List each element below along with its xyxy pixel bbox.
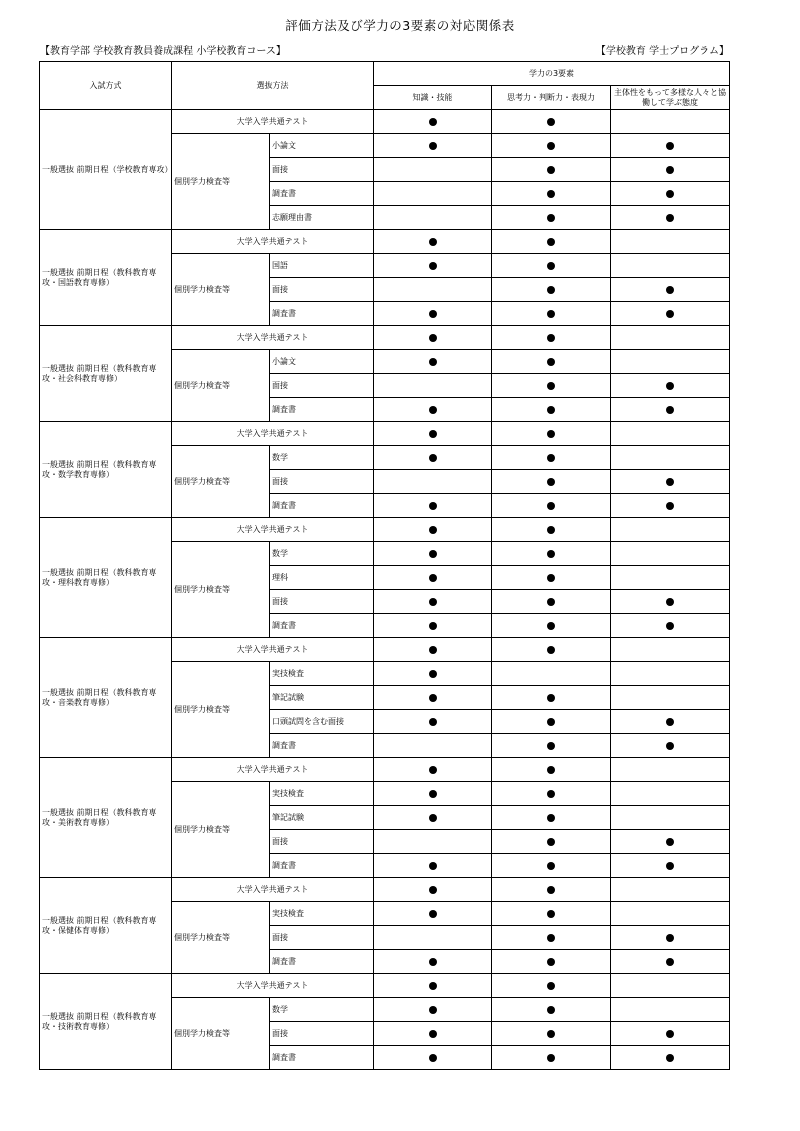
filled-circle-mark xyxy=(547,310,555,318)
filled-circle-mark xyxy=(666,1030,674,1038)
filled-circle-mark xyxy=(547,358,555,366)
exam-item-label: 数学 xyxy=(270,542,374,566)
filled-circle-mark xyxy=(429,454,437,462)
filled-circle-mark xyxy=(547,238,555,246)
filled-circle-mark xyxy=(429,598,437,606)
evaluation-cell xyxy=(374,998,492,1022)
filled-circle-mark xyxy=(429,430,437,438)
filled-circle-mark xyxy=(547,334,555,342)
filled-circle-mark xyxy=(666,214,674,222)
evaluation-cell xyxy=(374,206,492,230)
filled-circle-mark xyxy=(666,190,674,198)
evaluation-cell xyxy=(611,134,730,158)
filled-circle-mark xyxy=(666,934,674,942)
filled-circle-mark xyxy=(547,502,555,510)
filled-circle-mark xyxy=(547,118,555,126)
filled-circle-mark xyxy=(547,886,555,894)
evaluation-cell xyxy=(611,710,730,734)
evaluation-cell xyxy=(611,878,730,902)
evaluation-cell xyxy=(374,854,492,878)
exam-item-label: 実技検査 xyxy=(270,662,374,686)
filled-circle-mark xyxy=(666,742,674,750)
table-row xyxy=(40,518,730,542)
filled-circle-mark xyxy=(666,1054,674,1062)
evaluation-cell xyxy=(611,662,730,686)
evaluation-cell xyxy=(492,446,611,470)
filled-circle-mark xyxy=(666,142,674,150)
individual-exam-group-label: 個別学力検査等 xyxy=(172,542,270,638)
evaluation-cell xyxy=(492,158,611,182)
filled-circle-mark xyxy=(547,214,555,222)
exam-item-label: 小論文 xyxy=(270,134,374,158)
evaluation-cell xyxy=(374,566,492,590)
evaluation-cell xyxy=(611,854,730,878)
exam-item-label: 面接 xyxy=(270,1022,374,1046)
filled-circle-mark xyxy=(547,526,555,534)
filled-circle-mark xyxy=(429,814,437,822)
common-test-label: 大学入学共通テスト xyxy=(172,422,374,446)
evaluation-cell xyxy=(611,206,730,230)
individual-exam-group-label: 個別学力検査等 xyxy=(172,782,270,878)
admission-method-cell: 一般選抜 前期日程（教科教育専攻・音楽教育専修） xyxy=(40,638,172,758)
evaluation-cell xyxy=(492,662,611,686)
filled-circle-mark xyxy=(429,694,437,702)
admission-method-cell: 一般選抜 前期日程（教科教育専攻・美術教育専修） xyxy=(40,758,172,878)
evaluation-cell xyxy=(611,566,730,590)
exam-item-label: 調査書 xyxy=(270,302,374,326)
filled-circle-mark xyxy=(666,478,674,486)
evaluation-cell xyxy=(611,734,730,758)
filled-circle-mark xyxy=(429,766,437,774)
evaluation-cell xyxy=(611,446,730,470)
filled-circle-mark xyxy=(547,286,555,294)
evaluation-cell xyxy=(492,830,611,854)
filled-circle-mark xyxy=(429,334,437,342)
evaluation-cell xyxy=(374,254,492,278)
individual-exam-group-label: 個別学力検査等 xyxy=(172,350,270,422)
evaluation-cell xyxy=(611,1046,730,1070)
evaluation-cell xyxy=(611,470,730,494)
exam-item-label: 調査書 xyxy=(270,398,374,422)
filled-circle-mark xyxy=(547,838,555,846)
matrix-body xyxy=(40,110,730,1070)
table-row xyxy=(40,974,730,998)
admission-method-cell: 一般選抜 前期日程（教科教育専攻・国語教育専修） xyxy=(40,230,172,326)
exam-item-label: 実技検査 xyxy=(270,902,374,926)
filled-circle-mark xyxy=(547,718,555,726)
table-row xyxy=(40,758,730,782)
filled-circle-mark xyxy=(547,742,555,750)
evaluation-cell xyxy=(492,878,611,902)
common-test-label: 大学入学共通テスト xyxy=(172,518,374,542)
evaluation-cell xyxy=(374,878,492,902)
filled-circle-mark xyxy=(547,1054,555,1062)
exam-item-label: 調査書 xyxy=(270,494,374,518)
evaluation-cell xyxy=(492,734,611,758)
evaluation-cell xyxy=(374,902,492,926)
evaluation-cell xyxy=(611,350,730,374)
common-test-label: 大学入学共通テスト xyxy=(172,638,374,662)
evaluation-cell xyxy=(374,710,492,734)
filled-circle-mark xyxy=(666,862,674,870)
evaluation-cell xyxy=(492,326,611,350)
evaluation-cell xyxy=(492,686,611,710)
table-row xyxy=(40,230,730,254)
filled-circle-mark xyxy=(666,622,674,630)
filled-circle-mark xyxy=(547,862,555,870)
individual-exam-group-label: 個別学力検査等 xyxy=(172,998,270,1070)
table-row xyxy=(40,422,730,446)
evaluation-cell xyxy=(611,902,730,926)
admission-method-cell: 一般選抜 前期日程（教科教育専攻・理科教育専修） xyxy=(40,518,172,638)
evaluation-cell xyxy=(611,998,730,1022)
filled-circle-mark xyxy=(547,406,555,414)
filled-circle-mark xyxy=(666,382,674,390)
filled-circle-mark xyxy=(547,790,555,798)
evaluation-cell xyxy=(374,1046,492,1070)
filled-circle-mark xyxy=(429,142,437,150)
table-row xyxy=(40,878,730,902)
exam-item-label: 国語 xyxy=(270,254,374,278)
individual-exam-group-label: 個別学力検査等 xyxy=(172,254,270,326)
filled-circle-mark xyxy=(547,622,555,630)
program-label: 【学校教育 学士プログラム】 xyxy=(595,46,729,57)
exam-item-label: 志願理由書 xyxy=(270,206,374,230)
evaluation-cell xyxy=(492,566,611,590)
filled-circle-mark xyxy=(547,262,555,270)
filled-circle-mark xyxy=(429,1054,437,1062)
evaluation-cell xyxy=(492,710,611,734)
evaluation-cell xyxy=(492,998,611,1022)
evaluation-cell xyxy=(374,422,492,446)
filled-circle-mark xyxy=(429,1006,437,1014)
evaluation-cell xyxy=(611,1022,730,1046)
common-test-label: 大学入学共通テスト xyxy=(172,758,374,782)
page-title: 評価方法及び学力の3要素の対応関係表 xyxy=(285,18,515,33)
filled-circle-mark xyxy=(429,238,437,246)
filled-circle-mark xyxy=(547,1030,555,1038)
exam-item-label: 調査書 xyxy=(270,734,374,758)
filled-circle-mark xyxy=(429,502,437,510)
individual-exam-group-label: 個別学力検査等 xyxy=(172,446,270,518)
filled-circle-mark xyxy=(429,982,437,990)
exam-item-label: 筆記試験 xyxy=(270,686,374,710)
exam-item-label: 筆記試験 xyxy=(270,806,374,830)
evaluation-cell xyxy=(374,158,492,182)
filled-circle-mark xyxy=(666,838,674,846)
evaluation-cell xyxy=(492,1046,611,1070)
filled-circle-mark xyxy=(547,550,555,558)
filled-circle-mark xyxy=(429,862,437,870)
filled-circle-mark xyxy=(547,190,555,198)
header-thinking-judgment-expression: 思考力・判断力・表現力 xyxy=(492,86,611,110)
evaluation-cell xyxy=(374,350,492,374)
filled-circle-mark xyxy=(547,166,555,174)
filled-circle-mark xyxy=(666,502,674,510)
filled-circle-mark xyxy=(547,430,555,438)
evaluation-cell xyxy=(611,638,730,662)
evaluation-cell xyxy=(492,206,611,230)
common-test-label: 大学入学共通テスト xyxy=(172,230,374,254)
evaluation-cell xyxy=(492,902,611,926)
evaluation-cell xyxy=(374,974,492,998)
evaluation-cell xyxy=(611,518,730,542)
filled-circle-mark xyxy=(547,646,555,654)
filled-circle-mark xyxy=(547,814,555,822)
individual-exam-group-label: 個別学力検査等 xyxy=(172,662,270,758)
evaluation-cell xyxy=(374,278,492,302)
evaluation-cell xyxy=(374,806,492,830)
admission-method-cell: 一般選抜 前期日程（教科教育専攻・社会科教育専修） xyxy=(40,326,172,422)
evaluation-cell xyxy=(374,446,492,470)
filled-circle-mark xyxy=(547,142,555,150)
filled-circle-mark xyxy=(666,310,674,318)
evaluation-cell xyxy=(492,614,611,638)
header-admission-method: 入試方式 xyxy=(40,62,172,110)
evaluation-cell xyxy=(492,494,611,518)
evaluation-cell xyxy=(492,1022,611,1046)
evaluation-cell xyxy=(492,590,611,614)
filled-circle-mark xyxy=(429,262,437,270)
exam-item-label: 調査書 xyxy=(270,182,374,206)
evaluation-cell xyxy=(374,326,492,350)
evaluation-cell xyxy=(492,806,611,830)
filled-circle-mark xyxy=(547,766,555,774)
exam-item-label: 調査書 xyxy=(270,614,374,638)
evaluation-cell xyxy=(492,278,611,302)
evaluation-cell xyxy=(374,374,492,398)
evaluation-cell xyxy=(611,326,730,350)
evaluation-cell xyxy=(492,950,611,974)
evaluation-cell xyxy=(492,638,611,662)
table-row xyxy=(40,326,730,350)
filled-circle-mark xyxy=(429,574,437,582)
filled-circle-mark xyxy=(666,406,674,414)
filled-circle-mark xyxy=(547,382,555,390)
filled-circle-mark xyxy=(547,910,555,918)
evaluation-cell xyxy=(492,974,611,998)
common-test-label: 大学入学共通テスト xyxy=(172,974,374,998)
evaluation-cell xyxy=(374,758,492,782)
evaluation-cell xyxy=(374,230,492,254)
filled-circle-mark xyxy=(429,622,437,630)
filled-circle-mark xyxy=(666,598,674,606)
evaluation-cell xyxy=(611,494,730,518)
evaluation-cell xyxy=(374,134,492,158)
filled-circle-mark xyxy=(429,1030,437,1038)
evaluation-matrix-table xyxy=(39,61,730,1070)
evaluation-cell xyxy=(374,518,492,542)
evaluation-cell xyxy=(374,686,492,710)
evaluation-cell xyxy=(374,926,492,950)
evaluation-cell xyxy=(492,758,611,782)
exam-item-label: 数学 xyxy=(270,998,374,1022)
filled-circle-mark xyxy=(547,454,555,462)
evaluation-cell xyxy=(492,134,611,158)
exam-item-label: 実技検査 xyxy=(270,782,374,806)
filled-circle-mark xyxy=(429,958,437,966)
evaluation-cell xyxy=(611,182,730,206)
evaluation-cell xyxy=(611,926,730,950)
filled-circle-mark xyxy=(429,670,437,678)
evaluation-cell xyxy=(492,926,611,950)
evaluation-cell xyxy=(374,542,492,566)
common-test-label: 大学入学共通テスト xyxy=(172,878,374,902)
filled-circle-mark xyxy=(547,694,555,702)
filled-circle-mark xyxy=(429,550,437,558)
evaluation-cell xyxy=(611,830,730,854)
evaluation-cell xyxy=(492,542,611,566)
evaluation-cell xyxy=(374,110,492,134)
filled-circle-mark xyxy=(547,1006,555,1014)
exam-item-label: 小論文 xyxy=(270,350,374,374)
individual-exam-group-label: 個別学力検査等 xyxy=(172,902,270,974)
header-selection-method: 選抜方法 xyxy=(172,62,374,110)
filled-circle-mark xyxy=(666,166,674,174)
evaluation-cell xyxy=(611,158,730,182)
exam-item-label: 面接 xyxy=(270,278,374,302)
exam-item-label: 面接 xyxy=(270,830,374,854)
evaluation-cell xyxy=(611,974,730,998)
exam-item-label: 理科 xyxy=(270,566,374,590)
evaluation-cell xyxy=(374,398,492,422)
evaluation-cell xyxy=(492,374,611,398)
evaluation-cell xyxy=(611,278,730,302)
evaluation-cell xyxy=(374,470,492,494)
exam-item-label: 面接 xyxy=(270,470,374,494)
evaluation-cell xyxy=(492,518,611,542)
filled-circle-mark xyxy=(429,790,437,798)
evaluation-cell xyxy=(611,590,730,614)
evaluation-cell xyxy=(611,950,730,974)
evaluation-cell xyxy=(374,182,492,206)
admission-method-cell: 一般選抜 前期日程（教科教育専攻・技術教育専修） xyxy=(40,974,172,1070)
evaluation-cell xyxy=(611,686,730,710)
filled-circle-mark xyxy=(429,910,437,918)
evaluation-cell xyxy=(611,542,730,566)
evaluation-cell xyxy=(611,110,730,134)
filled-circle-mark xyxy=(666,958,674,966)
evaluation-cell xyxy=(492,782,611,806)
common-test-label: 大学入学共通テスト xyxy=(172,326,374,350)
course-label: 【教育学部 学校教育教員養成課程 小学校教育コース】 xyxy=(40,46,286,57)
evaluation-cell xyxy=(492,398,611,422)
evaluation-cell xyxy=(374,638,492,662)
table-row xyxy=(40,110,730,134)
filled-circle-mark xyxy=(547,958,555,966)
exam-item-label: 面接 xyxy=(270,374,374,398)
evaluation-cell xyxy=(492,254,611,278)
exam-item-label: 面接 xyxy=(270,590,374,614)
evaluation-cell xyxy=(611,614,730,638)
exam-item-label: 調査書 xyxy=(270,950,374,974)
filled-circle-mark xyxy=(429,310,437,318)
header-collaborative-attitude: 主体性をもって多様な人々と協働して学ぶ態度 xyxy=(611,86,730,110)
evaluation-cell xyxy=(611,806,730,830)
evaluation-cell xyxy=(492,854,611,878)
admission-method-cell: 一般選抜 前期日程（学校教育専攻） xyxy=(40,110,172,230)
evaluation-cell xyxy=(492,182,611,206)
exam-item-label: 面接 xyxy=(270,926,374,950)
exam-item-label: 調査書 xyxy=(270,1046,374,1070)
filled-circle-mark xyxy=(429,886,437,894)
evaluation-cell xyxy=(611,302,730,326)
filled-circle-mark xyxy=(429,358,437,366)
evaluation-cell xyxy=(611,782,730,806)
evaluation-cell xyxy=(611,374,730,398)
exam-item-label: 面接 xyxy=(270,158,374,182)
header-three-elements: 学力の3要素 xyxy=(374,62,730,86)
filled-circle-mark xyxy=(666,286,674,294)
evaluation-cell xyxy=(492,110,611,134)
evaluation-cell xyxy=(611,422,730,446)
evaluation-cell xyxy=(374,950,492,974)
filled-circle-mark xyxy=(429,718,437,726)
evaluation-cell xyxy=(374,590,492,614)
evaluation-cell xyxy=(611,230,730,254)
evaluation-cell xyxy=(374,734,492,758)
filled-circle-mark xyxy=(429,646,437,654)
admission-method-cell: 一般選抜 前期日程（教科教育専攻・保健体育専修） xyxy=(40,878,172,974)
evaluation-cell xyxy=(492,422,611,446)
individual-exam-group-label: 個別学力検査等 xyxy=(172,134,270,230)
filled-circle-mark xyxy=(666,718,674,726)
filled-circle-mark xyxy=(429,118,437,126)
evaluation-cell xyxy=(374,830,492,854)
evaluation-cell xyxy=(374,662,492,686)
filled-circle-mark xyxy=(429,526,437,534)
filled-circle-mark xyxy=(547,934,555,942)
filled-circle-mark xyxy=(429,406,437,414)
filled-circle-mark xyxy=(547,982,555,990)
evaluation-cell xyxy=(492,470,611,494)
filled-circle-mark xyxy=(547,478,555,486)
evaluation-cell xyxy=(374,614,492,638)
common-test-label: 大学入学共通テスト xyxy=(172,110,374,134)
evaluation-cell xyxy=(374,1022,492,1046)
evaluation-cell xyxy=(374,302,492,326)
filled-circle-mark xyxy=(547,574,555,582)
evaluation-cell xyxy=(611,398,730,422)
exam-item-label: 数学 xyxy=(270,446,374,470)
evaluation-cell xyxy=(492,230,611,254)
evaluation-cell xyxy=(492,350,611,374)
header-knowledge-skills: 知識・技能 xyxy=(374,86,492,110)
exam-item-label: 調査書 xyxy=(270,854,374,878)
exam-item-label: 口頭試問を含む面接 xyxy=(270,710,374,734)
evaluation-cell xyxy=(374,494,492,518)
table-row xyxy=(40,638,730,662)
admission-method-cell: 一般選抜 前期日程（教科教育専攻・数学教育専修） xyxy=(40,422,172,518)
evaluation-cell xyxy=(492,302,611,326)
evaluation-cell xyxy=(374,782,492,806)
evaluation-cell xyxy=(611,758,730,782)
evaluation-cell xyxy=(611,254,730,278)
filled-circle-mark xyxy=(547,598,555,606)
